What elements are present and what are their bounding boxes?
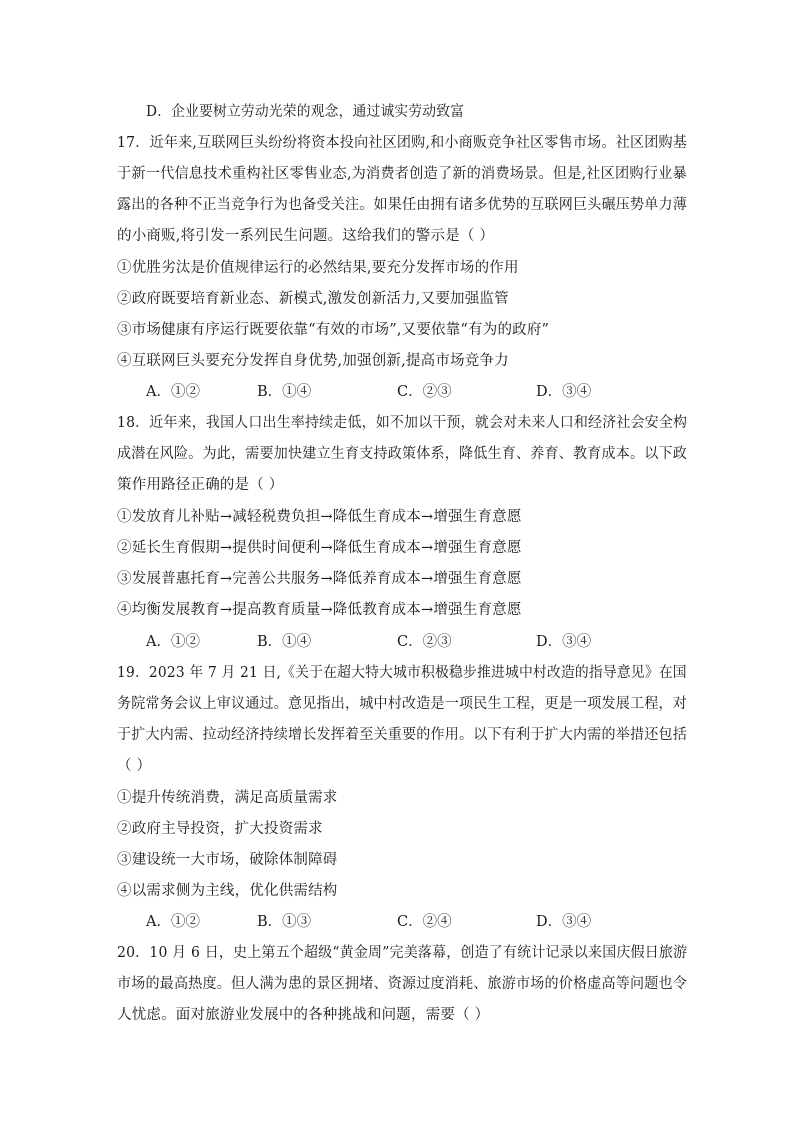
answer-option-a: A．①② xyxy=(146,634,200,650)
question-stem-line: 于扩大内需、拉动经济持续增长发挥着至关重要的作用。以下有利于扩大内需的举措还包括 xyxy=(117,727,688,743)
question-stem-line: 市场的最高热度。但人满为患的景区拥堵、资源过度消耗、旅游市场的价格虚高等问题也令 xyxy=(117,976,688,992)
answer-option-a: A．①② xyxy=(146,384,200,400)
question-stem-line: 的小商贩,将引发一系列民生问题。这给我们的警示是（ ） xyxy=(117,228,495,244)
statement-item: ①优胜劣汰是价值规律运行的必然结果,要充分发挥市场的作用 xyxy=(117,260,519,276)
question-stem-line: 20．10 月 6 日，史上第五个超级“黄金周”完美落幕，创造了有统计记录以来国庆假日旅游 xyxy=(117,945,688,961)
statement-item: ③市场健康有序运行既要依靠“有效的市场”,又要依靠“有为的政府” xyxy=(117,322,550,338)
statement-item: ②延长生育假期→提供时间便利→降低生育成本→增强生育意愿 xyxy=(117,540,522,556)
question-stem-line: 18．近年来，我国人口出生率持续走低，如不加以干预，就会对未来人口和经济社会安全构 xyxy=(117,415,688,431)
answer-option-c: C．②③ xyxy=(397,634,452,650)
question-stem-line: 露出的各种不正当竞争行为也备受关注。如果任由拥有诸多优势的互联网巨头碾压势单力薄 xyxy=(117,197,688,213)
question-stem-line: （ ） xyxy=(117,758,152,774)
statement-item: ①提升传统消费，满足高质量需求 xyxy=(117,790,338,806)
answer-option-b: B．①④ xyxy=(257,634,312,650)
statement-item: ③发展普惠托育→完善公共服务→降低养育成本→增强生育意愿 xyxy=(117,571,522,587)
question-stem-line: 人忧虑。面对旅游业发展中的各种挑战和问题，需要（ ） xyxy=(117,1007,490,1023)
answer-option-a: A．①② xyxy=(146,914,200,930)
answer-option-c: C．②④ xyxy=(397,914,452,930)
statement-item: ②政府既要培育新业态、新模式,激发创新活力,又要加强监管 xyxy=(117,291,509,307)
answer-option-b: B．①③ xyxy=(257,914,312,930)
question-stem-line: 17．近年来,互联网巨头纷纷将资本投向社区团购,和小商贩竞争社区零售市场。社区团购基 xyxy=(117,135,688,151)
q16-option-d: D．企业要树立劳动光荣的观念，通过诚实劳动致富 xyxy=(146,104,465,120)
statement-item: ①发放育儿补贴→减轻税费负担→降低生育成本→增强生育意愿 xyxy=(117,509,522,525)
question-stem-line: 19．2023 年 7 月 21 日,《关于在超大特大城市积极稳步推进城中村改造的指导意见》在国 xyxy=(117,665,687,681)
statement-item: ②政府主导投资，扩大投资需求 xyxy=(117,821,323,837)
question-stem-line: 策作用路径正确的是（ ） xyxy=(117,477,284,493)
statement-item: ④互联网巨头要充分发挥自身优势,加强创新,提高市场竞争力 xyxy=(117,353,509,369)
answer-option-d: D．③④ xyxy=(536,384,592,400)
answer-option-d: D．③④ xyxy=(536,914,592,930)
statement-item: ③建设统一大市场，破除体制障碍 xyxy=(117,852,338,868)
answer-option-c: C．②③ xyxy=(397,384,452,400)
question-stem-line: 于新一代信息技术重构社区零售业态,为消费者创造了新的消费场景。但是,社区团购行业暴 xyxy=(117,166,687,182)
question-stem-line: 成潜在风险。为此，需要加快建立生育支持政策体系，降低生育、养育、教育成本。以下政 xyxy=(117,446,688,462)
statement-item: ④以需求侧为主线，优化供需结构 xyxy=(117,883,338,899)
statement-item: ④均衡发展教育→提高教育质量→降低教育成本→增强生育意愿 xyxy=(117,602,522,618)
answer-option-b: B．①④ xyxy=(257,384,312,400)
question-stem-line: 务院常务会议上审议通过。意见指出，城中村改造是一项民生工程，更是一项发展工程，对 xyxy=(117,696,688,712)
answer-option-d: D．③④ xyxy=(536,634,592,650)
